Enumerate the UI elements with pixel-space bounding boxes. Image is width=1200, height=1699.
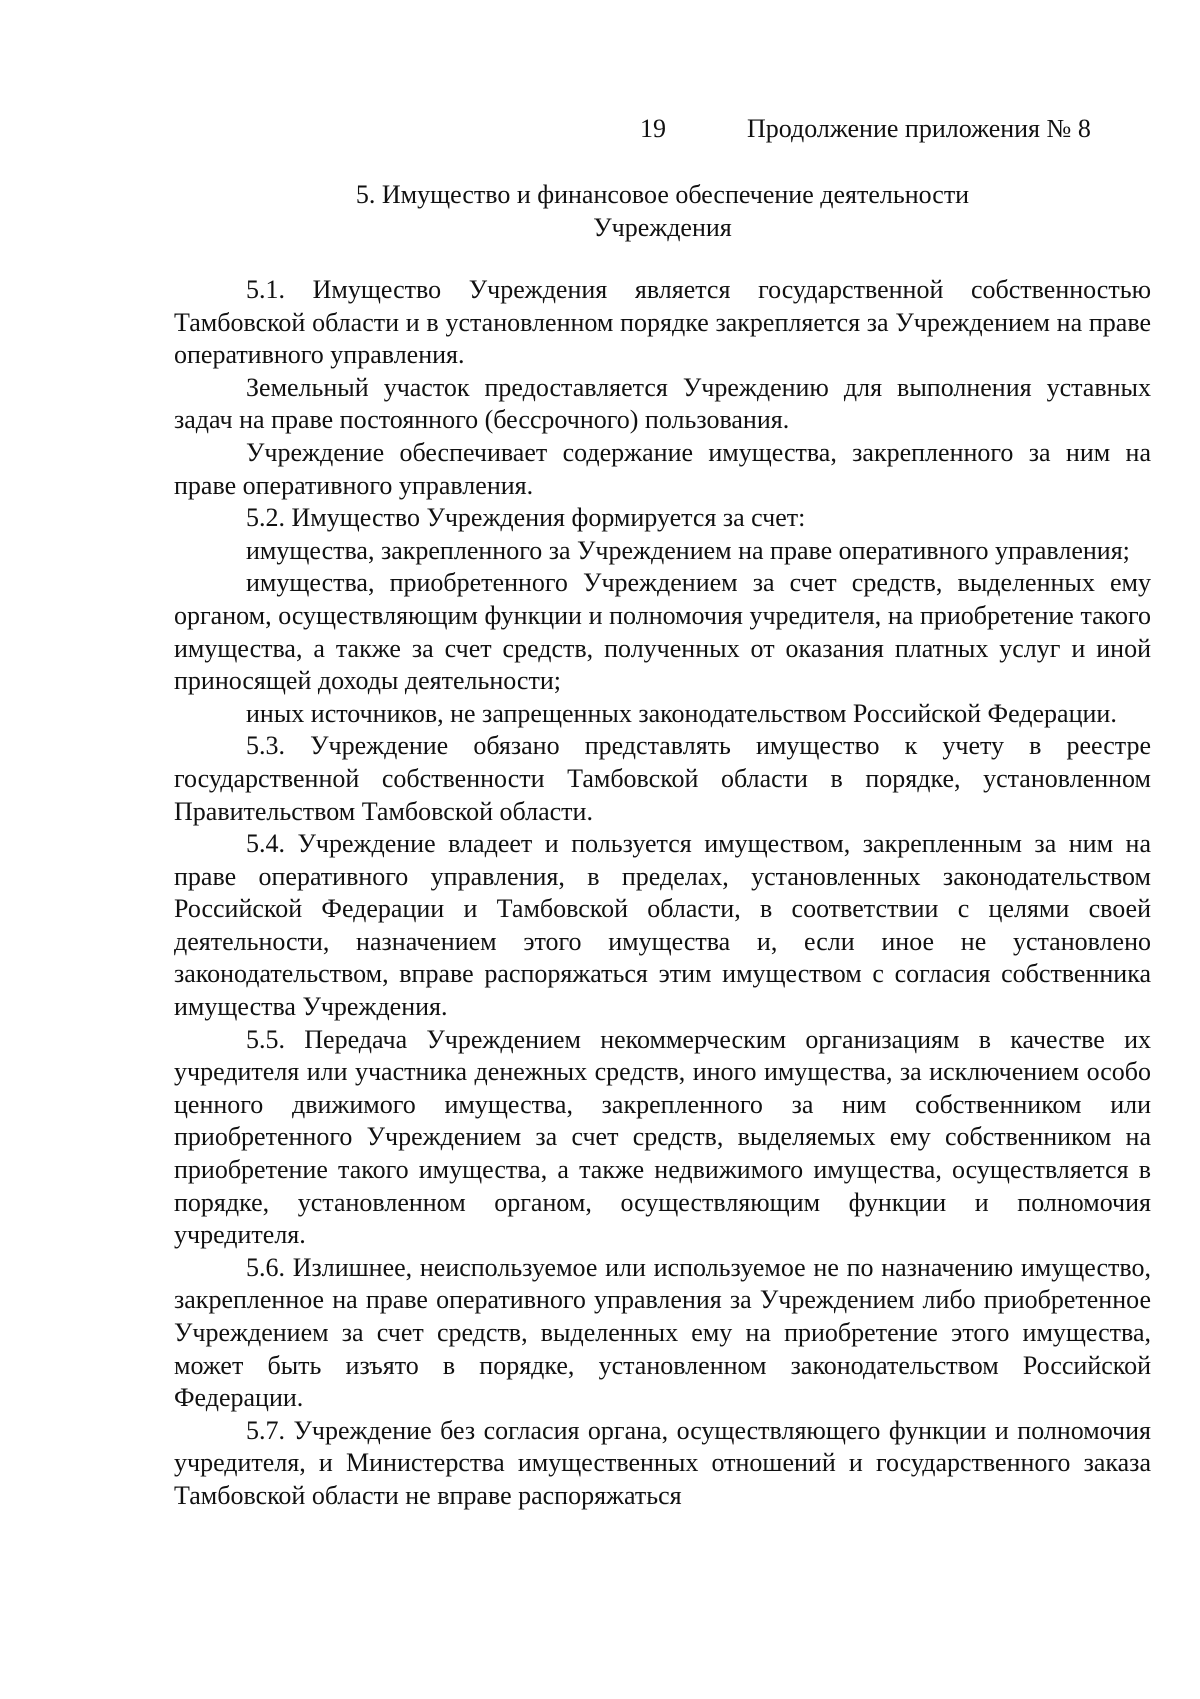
section-title xyxy=(174,178,1151,244)
section-title-line-1: 5. Имущество и финансовое обеспечение деятельности xyxy=(355,180,970,209)
paragraph-5-3: 5.3. Учреждение обязано представлять имущество к учету в реестре государственной собственности Тамбовской области в порядке, установленном Правительством Тамбовской области. xyxy=(174,731,1151,826)
paragraph-source-operational: имущества, закрепленного за Учреждением на праве оперативного управления; xyxy=(246,535,1130,565)
appendix-continuation-label: Продолжение приложения № 8 xyxy=(747,114,1091,143)
page-number: 19 xyxy=(640,114,666,143)
paragraph-source-acquired: имущества, приобретенного Учреждением за счет средств, выделенных ему органом, осуществляющим функции и полномочия учредителя, на приобретение такого имущества, а также за счет средств, полученных от оказания платных услуг и иной приносящей доходы деятельности; xyxy=(174,568,1151,696)
paragraph-5-5: 5.5. Передача Учреждением некоммерческим организациям в качестве их учредителя или участника денежных средств, иного имущества, за исключением особо ценного движимого имущества, закрепленного за ним собственником или приобретенного Учреждением за счет средств, выделяемых ему собственником на приобретение такого имущества, а также недвижимого имущества, осуществляется в порядке, установленном органом, осуществляющим функции и полномочия учредителя. xyxy=(174,1024,1151,1250)
section-title-line-2: Учреждения xyxy=(593,213,732,242)
paragraph-5-7: 5.7. Учреждение без согласия органа, осуществляющего функции и полномочия учредителя, и Министерства имущественных отношений и государственного заказа Тамбовской области не вправе распоряжаться xyxy=(174,1415,1151,1510)
document-body xyxy=(174,274,1151,1513)
paragraph-5-1: 5.1. Имущество Учреждения является государственной собственностью Тамбовской области и в установленном порядке закрепляется за Учреждением на праве оперативного управления. xyxy=(174,275,1151,370)
paragraph-5-4: 5.4. Учреждение владеет и пользуется имуществом, закрепленным за ним на праве оперативного управления, в пределах, установленных законодательством Российской Федерации и Тамбовской области, в соответствии с целями своей деятельности, назначением этого имущества и, если иное не установлено законодательством, вправе распоряжаться этим имуществом с согласия собственника имущества Учреждения. xyxy=(174,829,1151,1022)
page-header xyxy=(0,114,1200,148)
paragraph-land-plot: Земельный участок предоставляется Учреждению для выполнения уставных задач на праве постоянного (бессрочного) пользования. xyxy=(174,372,1151,435)
paragraph-source-other: иных источников, не запрещенных законодательством Российской Федерации. xyxy=(246,698,1117,728)
paragraph-5-6: 5.6. Излишнее, неиспользуемое или используемое не по назначению имущество, закрепленное на праве оперативного управления за Учреждением либо приобретенное Учреждением за счет средств, выделенных ему на приобретение этого имущества, может быть изъято в порядке, установленном законодательством Российской Федерации. xyxy=(174,1252,1151,1413)
paragraph-5-2: 5.2. Имущество Учреждения формируется за счет: xyxy=(246,503,806,533)
paragraph-maintenance: Учреждение обеспечивает содержание имущества, закрепленного за ним на праве оперативного управления. xyxy=(174,437,1151,500)
